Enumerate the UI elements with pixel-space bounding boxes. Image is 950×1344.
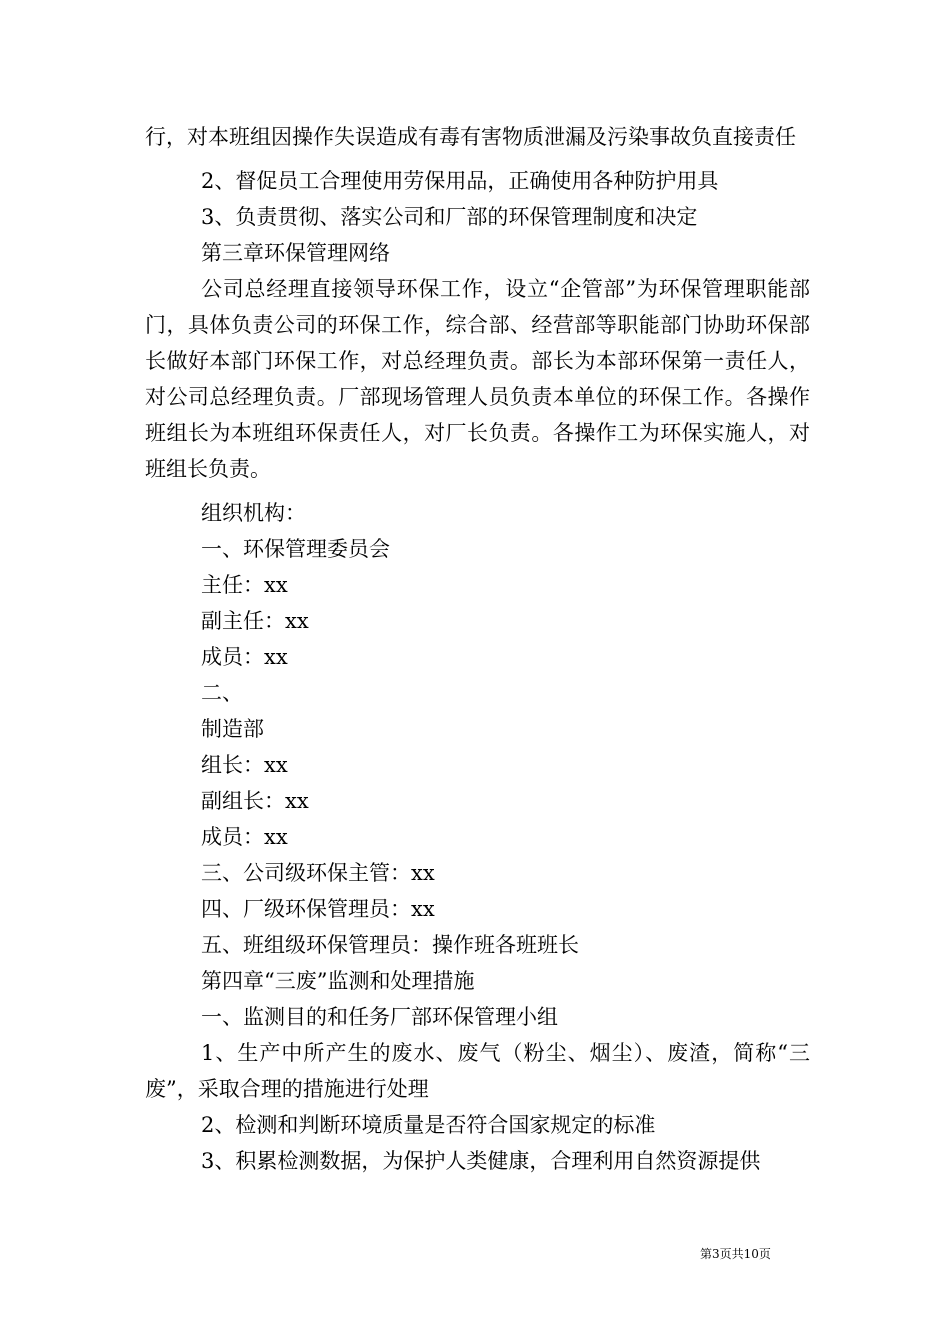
paragraph-continuation: 行，对本班组因操作失误造成有毒有害物质泄漏及污染事故负直接责任	[145, 125, 796, 149]
paragraph-item-3: 3、负责贯彻、落实公司和厂部的环保管理制度和决定	[201, 205, 698, 229]
paragraph-gap	[145, 487, 810, 495]
org-section-three: 三、公司级环保主管：xx	[201, 861, 435, 885]
org-section-four: 四、厂级环保管理员：xx	[201, 897, 435, 921]
chapter-four-heading: 第四章“三废”监测和处理措施	[201, 969, 475, 993]
monitoring-item-1: 1、生产中所产生的废水、废气（粉尘、烟尘）、废渣，简称“三废”，采取合理的措施进行处理	[145, 1041, 810, 1101]
org-section-five: 五、班组级环保管理员：操作班各班班长	[201, 933, 579, 957]
monitoring-item-2: 2、检测和判断环境质量是否符合国家规定的标准	[201, 1113, 656, 1137]
document-body	[145, 119, 810, 1179]
page-number-footer: 第3页共10页	[700, 1247, 771, 1261]
paragraph-management-network: 公司总经理直接领导环保工作，设立“企管部”为环保管理职能部门，具体负责公司的环保工作，综合部、经营部等职能部门协助环保部长做好本部门环保工作，对总经理负责。部长为本部环保第一责任人，对公司总经理负责。厂部现场管理人员负责本单位的环保工作。各操作班组长为本班组环保责任人，对厂长负责。各操作工为环保实施人，对班组长负责。	[145, 277, 810, 481]
org-group-leader: 组长：xx	[201, 753, 288, 777]
org-group-members: 成员：xx	[201, 825, 288, 849]
org-section-one: 一、环保管理委员会	[201, 537, 390, 561]
chapter-three-heading: 第三章环保管理网络	[201, 241, 390, 265]
org-deputy-group-leader: 副组长：xx	[201, 789, 309, 813]
paragraph-gap	[145, 155, 810, 163]
monitoring-item-3: 3、积累检测数据，为保护人类健康，合理利用自然资源提供	[201, 1149, 761, 1173]
paragraph-item-2: 2、督促员工合理使用劳保用品，正确使用各种防护用具	[201, 169, 719, 193]
org-director: 主任：xx	[201, 573, 288, 597]
org-manufacturing-dept: 制造部	[201, 717, 264, 741]
org-section-two: 二、	[201, 681, 243, 705]
monitoring-purpose-heading: 一、监测目的和任务厂部环保管理小组	[201, 1005, 558, 1029]
org-members: 成员：xx	[201, 645, 288, 669]
org-deputy-director: 副主任：xx	[201, 609, 309, 633]
org-structure-label: 组织机构：	[201, 501, 306, 525]
